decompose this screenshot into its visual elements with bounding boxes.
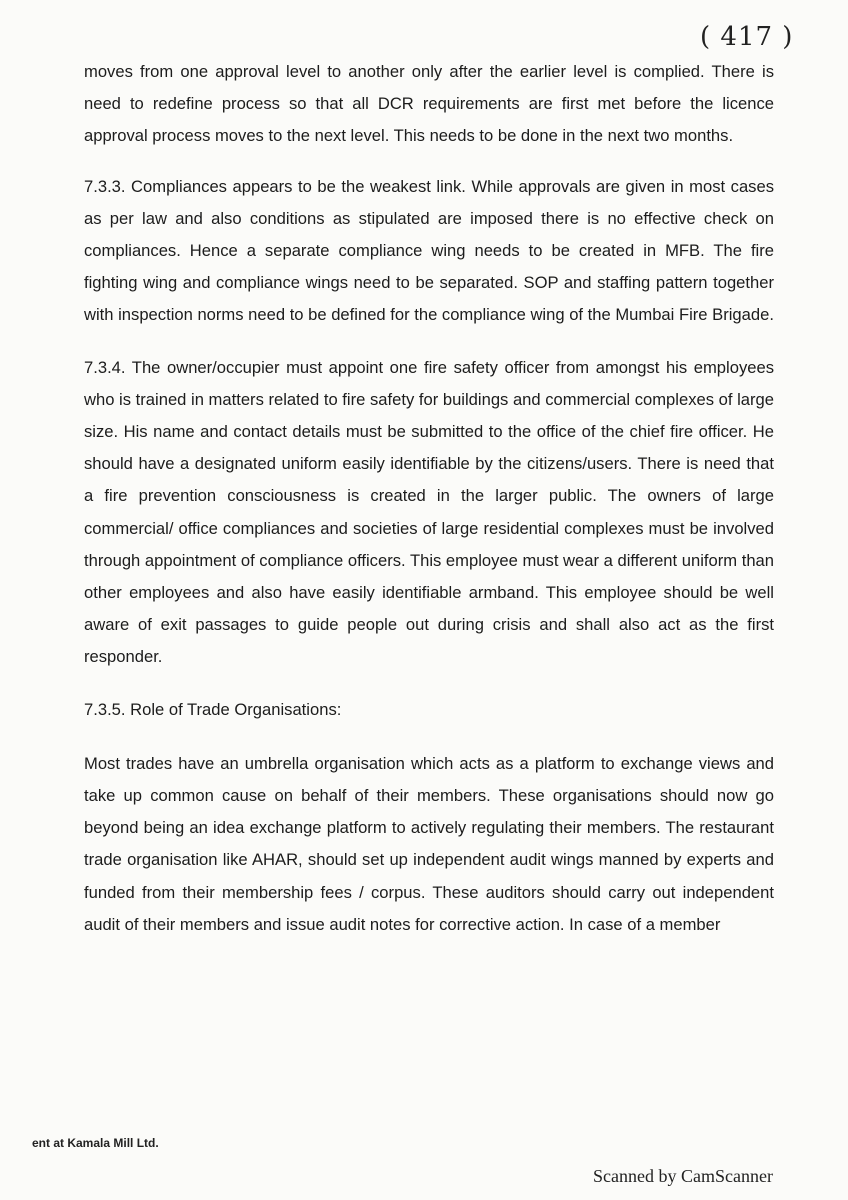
scanner-watermark: Scanned by CamScanner [593, 1166, 773, 1186]
paragraph-continuation: moves from one approval level to another only after the earlier level is complied. There is need to redefine process so that all DCR requirements are first met before the licence approval process moves to the next level. This needs to be done in the next two months. [84, 62, 774, 146]
footer-note: ent at Kamala Mill Ltd. [32, 1136, 159, 1150]
paragraph-7-3-4: 7.3.4. The owner/occupier must appoint one fire safety officer from amongst his employees who is trained in matters related to fire safety for buildings and commercial complexes of large size. His name and contact details must be submitted to the office of the chief fire officer. He should have a designated uniform easily identifiable by the citizens/users. There is need that a fire prevention consciousness is created in the larger public. The owners of large commercial/ office compliances and societies of large residential complexes must be involved through appointment of compliance officers. This employee must wear a different uniform than other employees and also have easily identifiable armband. This employee should be well aware of exit passages to guide people out during crisis and shall also act as the first responder. [84, 357, 774, 667]
document-body [84, 56, 774, 941]
paragraph-trade-organisations: Most trades have an umbrella organisation which acts as a platform to exchange views and take up common cause on behalf of their members. These organisations should now go beyond being an idea exchange platform to actively regulating their members. The restaurant trade organisation like AHAR, should set up independent audit wings manned by experts and funded from their membership fees / corpus. These auditors should carry out independent audit of their members and issue audit notes for corrective action. In case of a member [84, 753, 774, 934]
page-number: ( 417 ) [700, 22, 794, 52]
section-heading-7-3-5: 7.3.5. Role of Trade Organisations: [84, 699, 342, 719]
paragraph-7-3-3: 7.3.3. Compliances appears to be the weakest link. While approvals are given in most cases as per law and also conditions as stipulated are imposed there is no effective check on compliances. Hence a separate compliance wing needs to be created in MFB. The fire fighting wing and compliance wings need to be separated. SOP and staffing pattern together with inspection norms need to be defined for the compliance wing of the Mumbai Fire Brigade. [84, 176, 774, 325]
